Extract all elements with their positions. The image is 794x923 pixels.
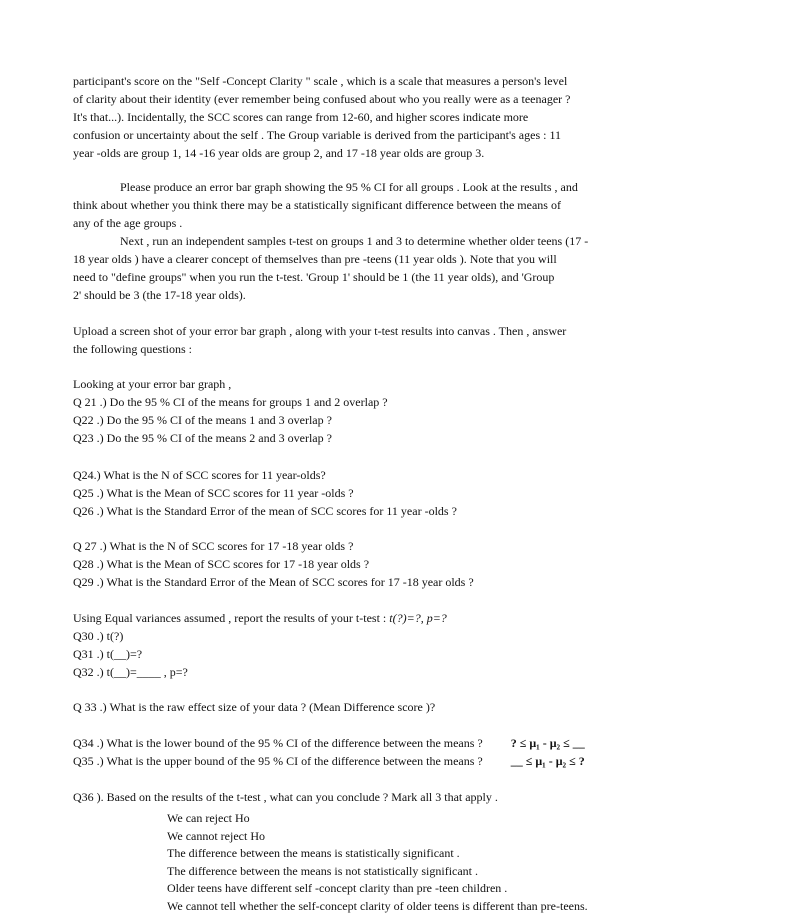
upload-line: Upload a screen shot of your error bar graph , along with your t-test results into canvas . Then , answer xyxy=(73,324,567,338)
group-11-questions xyxy=(73,466,723,520)
question-line: Q36 ). Based on the results of the t-test , what can you conclude ? Mark all 3 that apply . xyxy=(73,790,498,804)
intro-line: participant's score on the "Self -Concept Clarity " scale , which is a scale that measures a person's level xyxy=(73,74,568,88)
question-line: Q 33 .) What is the raw effect size of your data ? (Mean Difference score )? xyxy=(73,700,436,714)
question-line: Q 27 .) What is the N of SCC scores for 17 -18 year olds ? xyxy=(73,539,354,553)
instruction-line: 18 year olds ) have a clearer concept of themselves than pre -teens (11 year olds ). Note that you will xyxy=(73,252,557,266)
question-line: Q29 .) What is the Standard Error of the Mean of SCC scores for 17 -18 year olds ? xyxy=(73,575,474,589)
answer-option[interactable]: The difference between the means is not statistically significant . xyxy=(167,863,479,878)
answer-option[interactable]: We cannot tell whether the self-concept clarity of older teens is different than pre-teens. xyxy=(167,898,588,913)
t-test-formula: t(?)=?, p=? xyxy=(389,611,447,625)
q34-inequality: ? ≤ μ₁ - μ₂ ≤ __ xyxy=(510,736,585,750)
question-line: Looking at your error bar graph , xyxy=(73,377,232,391)
question-line: Q26 .) What is the Standard Error of the mean of SCC scores for 11 year -olds ? xyxy=(73,504,457,518)
upload-paragraph xyxy=(73,322,723,358)
t-test-questions xyxy=(73,609,723,681)
upload-line: the following questions : xyxy=(73,342,192,356)
question-line: Q30 .) t(?) xyxy=(73,629,124,643)
q35-inequality: __ ≤ μ₁ - μ₂ ≤ ? xyxy=(510,754,585,768)
question-line: Q23 .) Do the 95 % CI of the means 2 and 3 overlap ? xyxy=(73,431,332,445)
question-line: Q25 .) What is the Mean of SCC scores for 11 year -olds ? xyxy=(73,486,354,500)
instruction-line: any of the age groups . xyxy=(73,216,183,230)
answer-option[interactable]: We cannot reject Ho xyxy=(167,828,265,843)
instructions-paragraph xyxy=(73,178,723,304)
answer-option[interactable]: Older teens have different self -concept clarity than pre -teen children . xyxy=(167,881,508,895)
question-line: Q32 .) t(__)=____ , p=? xyxy=(73,665,188,679)
answer-options xyxy=(167,810,767,915)
question-line: Q31 .) t(__)=? xyxy=(73,647,143,661)
intro-paragraph xyxy=(73,72,723,162)
question-line: Q24.) What is the N of SCC scores for 11 year-olds? xyxy=(73,468,326,482)
question-line: Q22 .) Do the 95 % CI of the means 1 and 3 overlap ? xyxy=(73,413,332,427)
intro-line: year -olds are group 1, 14 -16 year olds are group 2, and 17 -18 year olds are group 3. xyxy=(73,146,485,160)
conclusion-question xyxy=(73,788,723,806)
instruction-line: think about whether you think there may be a statistically significant difference between the means of xyxy=(73,198,561,212)
ci-questions xyxy=(73,734,723,770)
intro-line: of clarity about their identity (ever remember being confused about who you really were as a teenager ? xyxy=(73,92,571,106)
question-line xyxy=(73,734,723,752)
question-line: Q28 .) What is the Mean of SCC scores for 17 -18 year olds ? xyxy=(73,557,370,571)
question-line xyxy=(73,752,723,770)
error-bar-questions xyxy=(73,375,723,447)
intro-line: confusion or uncertainty about the self . The Group variable is derived from the participant's ages : 11 xyxy=(73,128,562,142)
q34-text: Q34 .) What is the lower bound of the 95 % CI of the difference between the means ? xyxy=(73,736,483,750)
instruction-line: 2' should be 3 (the 17-18 year olds). xyxy=(73,288,246,302)
effect-size-question xyxy=(73,698,723,716)
intro-line: It's that...). Incidentally, the SCC scores can range from 12-60, and higher scores indicate more xyxy=(73,110,529,124)
question-line: Q 21 .) Do the 95 % CI of the means for groups 1 and 2 overlap ? xyxy=(73,395,388,409)
t-test-intro xyxy=(73,609,723,627)
instruction-line: Please produce an error bar graph showing the 95 % CI for all groups . Look at the results , and xyxy=(120,180,578,194)
q35-text: Q35 .) What is the upper bound of the 95 % CI of the difference between the means ? xyxy=(73,754,483,768)
answer-option[interactable]: The difference between the means is statistically significant . xyxy=(167,846,460,860)
instruction-line: Next , run an independent samples t-test on groups 1 and 3 to determine whether older teens (17 - xyxy=(120,234,589,248)
t-test-intro-text: Using Equal variances assumed , report the results of your t-test : xyxy=(73,611,387,625)
answer-option[interactable]: We can reject Ho xyxy=(167,811,250,825)
instruction-line: need to "define groups" when you run the t-test. 'Group 1' should be 1 (the 11 year olds), and 'Group xyxy=(73,270,555,284)
group-17-questions xyxy=(73,537,723,591)
